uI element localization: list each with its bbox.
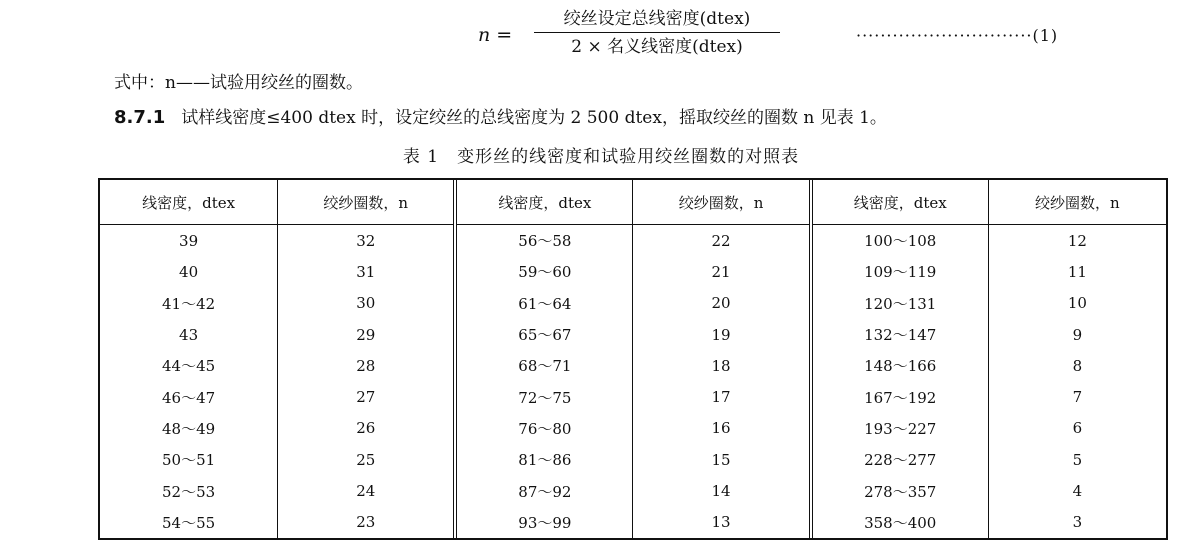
table-row <box>100 350 1166 381</box>
table-cell: 132～147 <box>811 319 989 350</box>
table-row <box>100 256 1166 287</box>
formula-equation-number: ·····························(1) <box>856 26 1059 45</box>
table-row <box>100 225 1166 257</box>
table-cell: 29 <box>278 319 456 350</box>
formula-lhs: n = <box>478 24 513 46</box>
table-cell: 81～86 <box>455 444 633 475</box>
table-cell: 228～277 <box>811 444 989 475</box>
table-cell: 12 <box>1067 231 1087 250</box>
table-caption: 表 1 变形丝的线密度和试验用绞丝圈数的对照表 <box>402 147 800 167</box>
header-cell: 绞纱圈数，n <box>988 180 1166 225</box>
table-cell: 31 <box>278 256 456 287</box>
table-cell: 14 <box>633 475 811 506</box>
table-cell: 76～80 <box>455 413 633 444</box>
header-cell: 绞纱圈数，n <box>633 180 811 225</box>
clause-text: 试样线密度≤400 dtex 时，设定绞丝的总线密度为 2 500 dtex，摇取绞丝的圈数 n 见表 1。 <box>181 108 887 128</box>
table-cell: 148～166 <box>811 350 989 381</box>
table-cell: 24 <box>278 475 456 506</box>
table-cell: 93～99 <box>455 507 633 538</box>
table-row <box>100 444 1166 475</box>
header-cell: 线密度，dtex <box>455 180 633 225</box>
table-cell: 56～58 <box>455 225 633 257</box>
table-cell: 15 <box>633 444 811 475</box>
table-cell: 193～227 <box>811 413 989 444</box>
table-cell: 25 <box>278 444 456 475</box>
formula-denominator: 2 × 名义线密度(dtex) <box>571 37 743 57</box>
table-cell: 43 <box>100 319 278 350</box>
clause-number: 8.7.1 <box>114 107 166 128</box>
table-cell: 59～60 <box>455 256 633 287</box>
table-header-row <box>100 180 1166 225</box>
table-cell: 4 <box>1072 482 1083 501</box>
table-row <box>100 381 1166 412</box>
table-cell: 120～131 <box>811 288 989 319</box>
header-cell: 线密度，dtex <box>811 180 989 225</box>
table-row <box>100 288 1166 319</box>
table-row <box>100 319 1166 350</box>
table-cell: 20 <box>633 288 811 319</box>
table-cell: 65～67 <box>455 319 633 350</box>
table-cell: 8 <box>1072 356 1083 375</box>
table-cell: 10 <box>1067 294 1087 313</box>
table-cell: 46～47 <box>100 381 278 412</box>
table-cell: 278～357 <box>811 475 989 506</box>
table-cell: 39 <box>100 225 278 257</box>
table-cell: 27 <box>278 381 456 412</box>
table-row <box>100 507 1166 538</box>
table-cell: 17 <box>633 381 811 412</box>
table-cell: 109～119 <box>811 256 989 287</box>
header-cell: 绞纱圈数，n <box>278 180 456 225</box>
table-cell: 26 <box>278 413 456 444</box>
header-cell: 线密度，dtex <box>100 180 278 225</box>
table-cell: 41～42 <box>100 288 278 319</box>
table-cell: 32 <box>278 225 456 257</box>
table-cell: 3 <box>1072 513 1083 532</box>
table-cell: 6 <box>1072 419 1083 438</box>
table-cell: 19 <box>633 319 811 350</box>
table-cell: 21 <box>633 256 811 287</box>
table-cell: 18 <box>633 350 811 381</box>
formula-block <box>478 6 1059 62</box>
table-cell: 13 <box>633 507 811 538</box>
table-cell: 72～75 <box>455 381 633 412</box>
table-cell: 22 <box>633 225 811 257</box>
table-cell: 50～51 <box>100 444 278 475</box>
table-cell: 87～92 <box>455 475 633 506</box>
table-cell: 68～71 <box>455 350 633 381</box>
table-cell: 9 <box>1072 325 1083 344</box>
clause-line <box>114 103 887 128</box>
table-cell: 16 <box>633 413 811 444</box>
formula-fraction <box>534 6 780 59</box>
table-row <box>100 475 1166 506</box>
table-cell: 100～108 <box>811 225 989 257</box>
formula-numerator: 绞丝设定总线密度(dtex) <box>534 6 780 33</box>
table-cell: 358～400 <box>811 507 989 538</box>
table-cell: 61～64 <box>455 288 633 319</box>
table-cell: 167～192 <box>811 381 989 412</box>
table-cell: 23 <box>278 507 456 538</box>
table-cell: 48～49 <box>100 413 278 444</box>
where-line: 式中：n——试验用绞丝的圈数。 <box>114 73 363 93</box>
table-cell: 28 <box>278 350 456 381</box>
table-cell: 40 <box>100 256 278 287</box>
table-row <box>100 413 1166 444</box>
table-cell: 30 <box>278 288 456 319</box>
table-cell: 52～53 <box>100 475 278 506</box>
table-cell: 44～45 <box>100 350 278 381</box>
table-cell: 5 <box>1072 450 1083 469</box>
table-cell: 7 <box>1072 388 1083 407</box>
table-cell: 54～55 <box>100 507 278 538</box>
table-cell: 11 <box>1067 262 1087 281</box>
conversion-table <box>98 178 1168 540</box>
